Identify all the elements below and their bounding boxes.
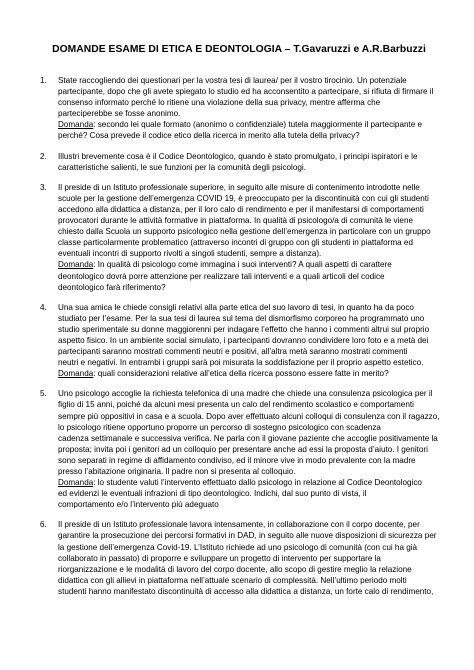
line-text: figlio di 15 anni, poiché da alcuni mesi presenta un calo del rendimento scolastico e comportamenti [58, 400, 414, 410]
line-text: classe particolarmente problematico (attraverso incontri di gruppo con gli studenti in piattaforma ed [58, 238, 413, 248]
line-text: : lo studente valuti l’intervento effettuato dallo psicologo in relazione al Codice Deontologico [93, 478, 422, 488]
line-text: comportamento e/o l’intervento più adeguato [58, 500, 219, 510]
domanda-label: Domanda [58, 369, 94, 379]
line-text: garantire la prosecuzione dei percorsi formativi in DAD, in seguito alle nuove disposizioni di sicurezza per [58, 531, 437, 541]
line-text: riorganizzazione e le modalità di lavoro del corpo docente, allo scopo di gestire meglio la relazione [58, 564, 412, 574]
question-line [58, 422, 438, 433]
question-text [58, 388, 438, 510]
question-line [58, 368, 438, 379]
question-item [30, 302, 438, 380]
question-text [58, 182, 438, 293]
domanda-label: Domanda [58, 260, 94, 270]
question-line [58, 162, 438, 173]
question-line [58, 75, 438, 86]
question-line [58, 564, 438, 575]
question-item [30, 388, 438, 510]
question-line [58, 519, 438, 530]
question-line [58, 237, 438, 248]
question-line [58, 411, 438, 422]
question-line [58, 130, 438, 141]
line-text: consenso informato perché lo ritiene una violazione della sua privacy, mentre afferma che [58, 98, 381, 108]
line-text: deontologico farà riferimento? [58, 282, 166, 292]
domanda-label: Domanda [58, 120, 94, 130]
questions-list [30, 75, 438, 597]
line-text: provocatori durante le attività formative in piattaforma. In qualità di psicologo/a di comunità le viene [58, 216, 413, 226]
line-text: ed evidenzi le eventuali infrazioni di tipo deontologico. Indichi, dal suo punto di vista, il [58, 489, 367, 499]
line-text: studiato per l’esame. Per la sua tesi di laurea sul tema del dismorfismo corporeo ha programmato uno [58, 313, 425, 323]
question-line [58, 204, 438, 215]
question-line [58, 226, 438, 237]
line-text: partecipante, dopo che gli avete spiegato lo studio ed ha acconsentito a partecipare, si rifiuta di firmare il [58, 87, 434, 97]
line-text: caratteristiche salienti, le sue funzioni per la comunità degli psicologi. [58, 162, 306, 172]
line-text: collaborato in passato) di proporre e sviluppare un progetto di intervento per supportare la [58, 553, 381, 563]
line-text: presso l’abitazione originaria. Il padre non si presenta al colloquio. [58, 467, 296, 476]
question-line [58, 248, 438, 259]
question-number: 3. [40, 182, 47, 192]
question-line [58, 444, 438, 455]
question-line [58, 399, 438, 410]
line-text: sono separati in regime di affidamento condiviso, ed il minore vive in modo prevalente con la madre [58, 455, 416, 465]
line-text: parteciperebbe se fosse anonimo. [58, 109, 181, 119]
question-line [58, 313, 438, 324]
line-text: State raccogliendo dei questionari per la vostra tesi di laurea/ per il vostro tirocinio. Un potenziale [58, 76, 407, 85]
question-line [58, 488, 438, 499]
question-line [58, 388, 438, 399]
domanda-label: Domanda [58, 478, 94, 488]
line-text: cadenza settimanale e successiva verifica. Ne parla con il giovane paziente che accoglie positivamente la [58, 433, 438, 443]
line-text: Il preside di un Istituto professionale lavora intensamente, in collaborazione con il corpo docente, per [58, 520, 420, 530]
line-text: Uno psicologo accoglie la richiesta telefonica di una madre che chiede una consulenza psicologica per il [58, 389, 433, 399]
question-line [58, 259, 438, 270]
question-number: 2. [40, 151, 47, 161]
line-text: accedono alla didattica a distanza, per il loro calo di rendimento e per il manifestarsi di comportamenti [58, 204, 424, 214]
line-text: studenti hanno manifestato discontinuità di accesso alla didattica a distanza, un forte calo di rendimento, [58, 586, 434, 596]
question-item [30, 182, 438, 293]
line-text: Illustri brevemente cosa è il Codice Deontologico, quando è stato promulgato, i principi ispiratori e le [58, 151, 418, 161]
question-line [58, 282, 438, 293]
question-line [58, 324, 438, 335]
question-number: 1. [40, 76, 47, 85]
question-line [58, 119, 438, 130]
question-item [30, 151, 438, 173]
question-line [58, 575, 438, 586]
line-text: neutri e negativi. In entrambi i gruppi sarà poi misurata la soddisfazione per il proprio aspetto estetico. [58, 358, 424, 368]
question-number: 4. [40, 302, 47, 312]
question-line [58, 477, 438, 488]
question-number: 6. [40, 520, 47, 530]
question-line [58, 97, 438, 108]
question-line [58, 335, 438, 346]
question-line [58, 433, 438, 444]
line-text: aspetto fisico. In un ambiente social simulato, i partecipanti dovranno condividere loro foto e a metà dei [58, 335, 429, 345]
line-text: Il preside di un Istituto professionale superiore, in seguito alle misure di contenimento introdotte nelle [58, 182, 420, 192]
question-line [58, 530, 438, 541]
question-text [58, 75, 438, 142]
question-line [58, 542, 438, 553]
line-text: perché? Cosa prevede il codice etico della ricerca in merito alla tutela della privacy? [58, 131, 360, 141]
question-item [30, 519, 438, 597]
question-text [58, 519, 438, 597]
question-line [58, 182, 438, 193]
line-text: partecipanti saranno mostrati commenti neutri e positivi, all’altra metà saranno mostrati commenti [58, 347, 408, 357]
question-line [58, 193, 438, 204]
question-line [58, 357, 438, 368]
question-line [58, 455, 438, 466]
question-text [58, 302, 438, 380]
question-line [58, 271, 438, 282]
line-text: didattica con gli allievi in piattaforma nell’attuale scenario di complessità. Nell’ultimo periodo molti [58, 575, 407, 585]
question-line [58, 86, 438, 97]
line-text: studio sperimentale su donne maggiorenni per indagare l’effetto che hanno i commenti altrui sul proprio [58, 324, 430, 334]
line-text: sempre più oppositivi in casa e a scuola. Dopo aver effettuato alcuni colloqui di consulenza con il ragazzo, [58, 411, 440, 421]
question-line [58, 302, 438, 313]
question-line [58, 466, 438, 477]
question-text [58, 151, 438, 173]
question-line [58, 553, 438, 564]
line-text: lo psicologo ritiene opportuno proporre un percorso di sostegno psicologico con scadenza [58, 422, 381, 432]
document-title: DOMANDE ESAME DI ETICA E DEONTOLOGIA – T.Gavaruzzi e A.R.Barbuzzi [52, 44, 426, 55]
question-line [58, 586, 438, 597]
question-line [58, 108, 438, 119]
question-number: 5. [40, 389, 47, 399]
line-text: eventuali incontri di supporto rivolti a singoli studenti, sempre a distanza). [58, 249, 322, 259]
line-text: proposta; invita poi i genitori ad un colloquio per presentare anche ad essi la proposta d’aiuto. I genitori [58, 444, 428, 454]
question-line [58, 499, 438, 510]
line-text: la gestione dell’emergenza Covid-19. L’Istituto richiede ad uno psicologo di comunità (con cui ha già [58, 542, 418, 552]
question-line [58, 151, 438, 162]
line-text: Una sua amica le chiede consigli relativi alla parte etica del suo lavoro di tesi, in quanto ha da poco [58, 302, 414, 312]
line-text: : In qualità di psicologo come immagina i suoi interventi? A quali aspetti di carattere [93, 260, 392, 270]
line-text: scuole per la gestione dell’emergenza COVID 19, è preoccupato per la discontinuità con cui gli studenti [58, 193, 429, 203]
question-line [58, 215, 438, 226]
question-item [30, 75, 438, 142]
line-text: : secondo lei quale formato (anonimo o confidenziale) tutela maggiormente il partecipante e [93, 120, 423, 130]
question-line [58, 346, 438, 357]
line-text: : quali considerazioni relative all’etica della ricerca possono essere fatte in merito? [93, 369, 389, 379]
line-text: deontologico dovrà porre attenzione per realizzare tali interventi e a quali articoli del codice [58, 271, 385, 281]
line-text: chiesto dalla Scuola un supporto psicologico nella gestione dell’emergenza in particolare con un gruppo [58, 227, 431, 237]
